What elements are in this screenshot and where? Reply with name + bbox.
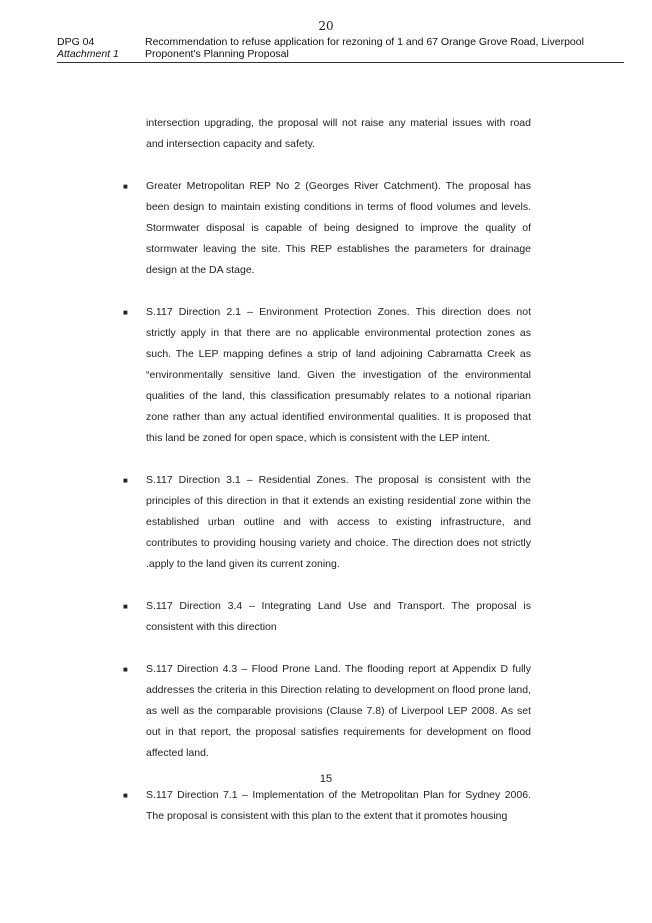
list-item bbox=[123, 302, 531, 449]
bullet-list bbox=[123, 176, 531, 827]
bullet-text: S.117 Direction 3.4 – Integrating Land Use and Transport. The proposal is consistent with this direction bbox=[146, 600, 531, 633]
bullet-text: S.117 Direction 3.1 – Residential Zones. The proposal is consistent with the principles of this direction in that it extends an existing residential zone within the established urban outline and with access to existing infrastructure, and contributes to providing housing variety and choice. The direction does not strictly .apply to the land given its current zoning. bbox=[146, 474, 531, 570]
page-number-bottom: 15 bbox=[319, 773, 333, 785]
list-item bbox=[123, 470, 531, 575]
document-header bbox=[57, 36, 624, 63]
intro-paragraph: intersection upgrading, the proposal will not raise any material issues with road and intersection capacity and safety. bbox=[146, 117, 531, 150]
header-reference bbox=[57, 36, 142, 60]
list-item bbox=[123, 176, 531, 281]
document-body bbox=[123, 113, 531, 827]
bullet-marker: ■ bbox=[123, 791, 128, 800]
page-number-top: 20 bbox=[318, 19, 334, 33]
list-item bbox=[123, 659, 531, 764]
bullet-text: S.117 Direction 4.3 – Flood Prone Land. The flooding report at Appendix D fully addresses the criteria in this Direction relating to development on flood prone land, as well as the comparable provisions (Clause 7.8) of Liverpool LEP 2008. As set out in that report, the proposal satisfies requirements for development on flood affected land. bbox=[146, 663, 531, 759]
header-title-line-2: Proponent's Planning Proposal bbox=[145, 48, 289, 60]
header-dpg-number: DPG 04 bbox=[57, 36, 95, 48]
bullet-marker: ■ bbox=[123, 602, 128, 611]
bullet-text: Greater Metropolitan REP No 2 (Georges River Catchment). The proposal has been design to maintain existing conditions in terms of flood volumes and levels. Stormwater disposal is capable of being designed to improve the quality of stormwater leaving the site. This REP establishes the parameters for drainage design at the DA stage. bbox=[146, 180, 531, 276]
list-item bbox=[123, 596, 531, 638]
bullet-marker: ■ bbox=[123, 476, 128, 485]
bullet-marker: ■ bbox=[123, 182, 128, 191]
header-title bbox=[145, 36, 584, 60]
header-attachment-label: Attachment 1 bbox=[57, 48, 119, 60]
bullet-text: S.117 Direction 2.1 – Environment Protection Zones. This direction does not strictly apply in that there are no applicable environmental protection zones as such. The LEP mapping defines a strip of land adjoining Cabramatta Creek as “environmentally sensitive land. Given the investigation of the environmental qualities of the land, this classification presumably relates to a notional riparian zone rather than any actual identified environmental qualities. It is proposed that this land be zoned for open space, which is consistent with the LEP intent. bbox=[146, 306, 531, 444]
header-title-line-1: Recommendation to refuse application for rezoning of 1 and 67 Orange Grove Road, Liverpool bbox=[145, 36, 584, 48]
bullet-marker: ■ bbox=[123, 665, 128, 674]
list-item bbox=[123, 785, 531, 827]
bullet-text: S.117 Direction 7.1 – Implementation of the Metropolitan Plan for Sydney 2006. The proposal is consistent with this plan to the extent that it promotes housing bbox=[146, 789, 531, 822]
bullet-marker: ■ bbox=[123, 308, 128, 317]
